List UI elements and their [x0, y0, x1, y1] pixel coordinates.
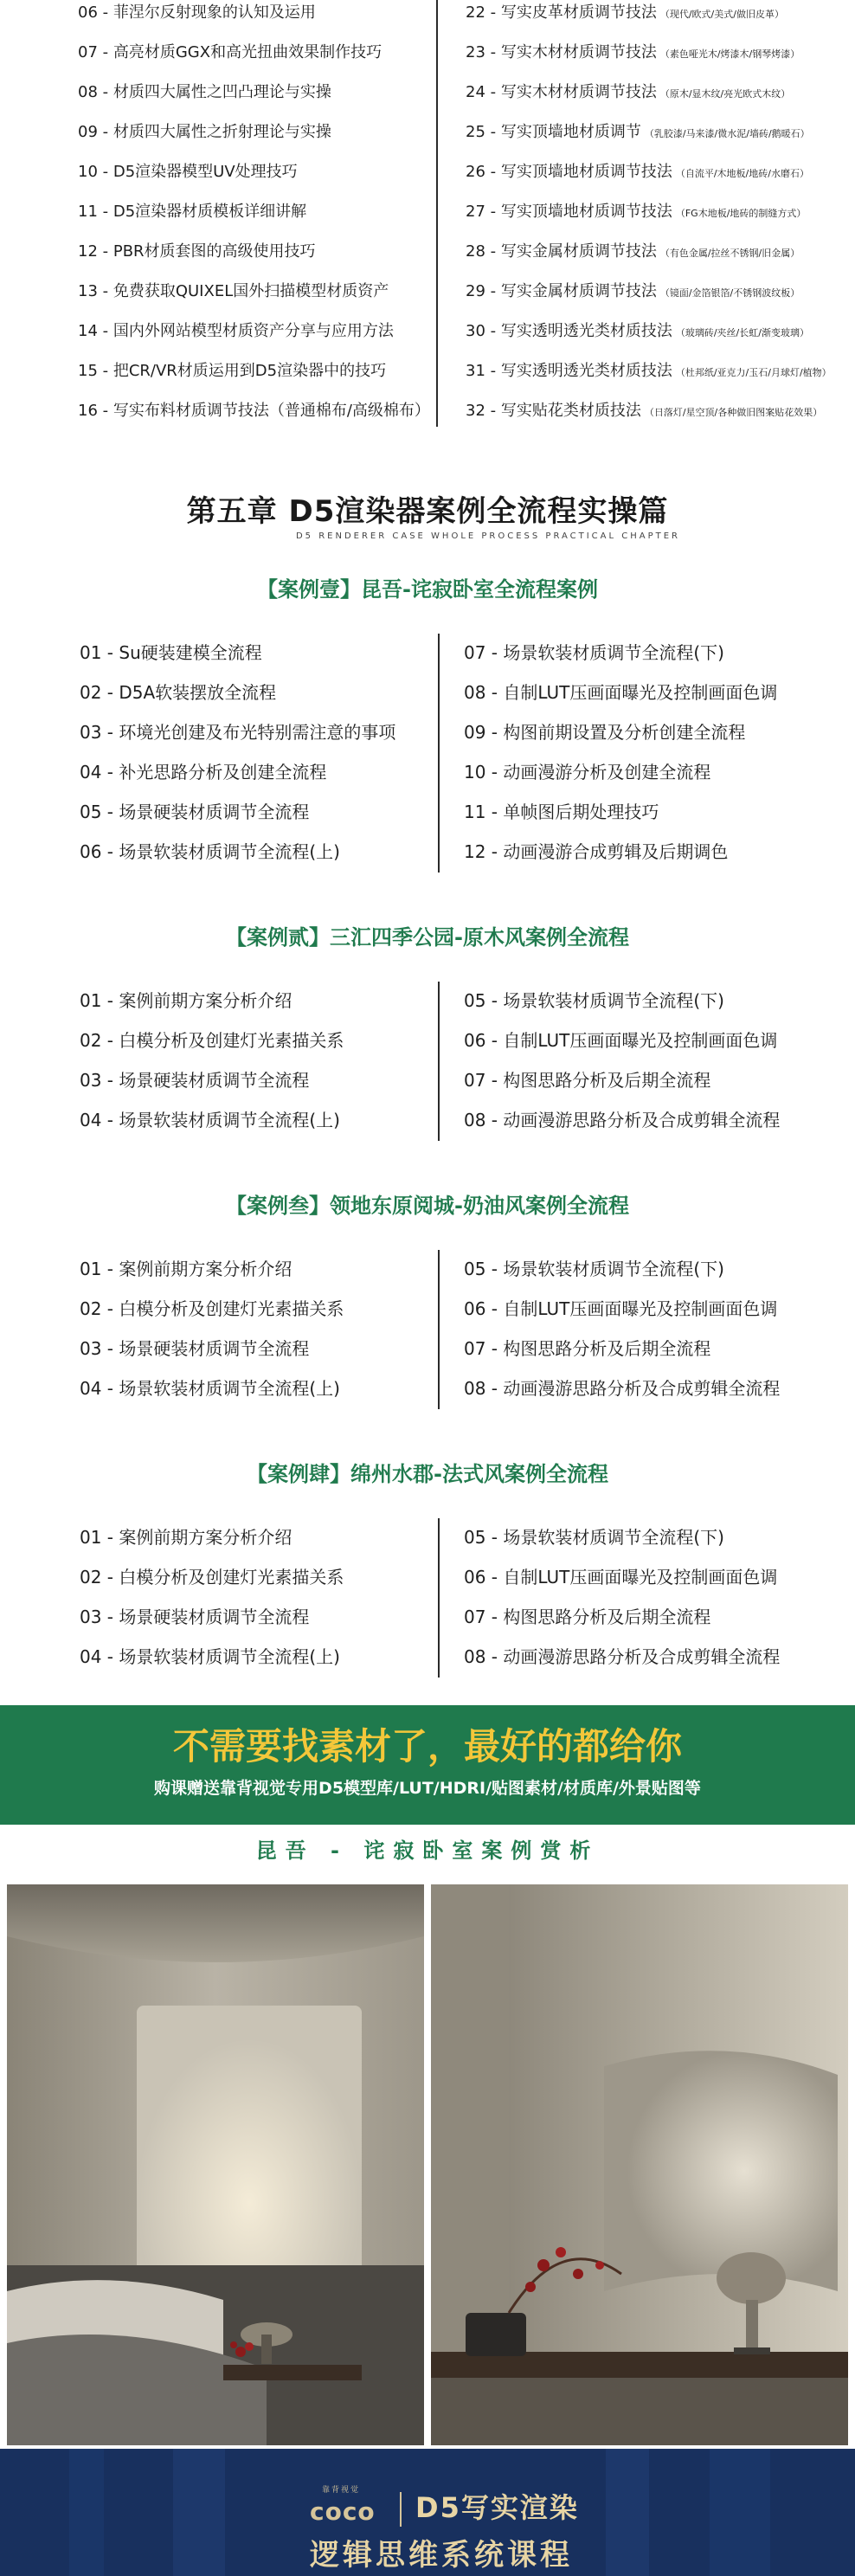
- chapter-subtitle: D5 RENDERER CASE WHOLE PROCESS PRACTICAL CHAPTER: [295, 531, 681, 541]
- case-title: 【案例贰】三汇四季公园-原木风案例全流程: [226, 925, 629, 950]
- brand-logo: coco: [310, 2497, 376, 2526]
- chapter-header: [0, 493, 855, 554]
- lesson-item: 12 - 动画漫游合成剪辑及后期调色: [464, 841, 729, 862]
- course-list-item: [466, 3, 784, 24]
- lesson-item: 04 - 场景软装材质调节全流程(上): [80, 1646, 340, 1667]
- course-list-item: [78, 163, 298, 182]
- course-item-detail: （现代/欧式/美式/做旧皮革）: [659, 9, 784, 20]
- course-item-title: 24 - 写实木材材质调节技法: [466, 83, 657, 101]
- course-item-title: 23 - 写实木材材质调节技法: [466, 43, 657, 61]
- promo-subtext: 购课赠送靠背视觉专用D5模型库/LUT/HDRI/贴图素材/材质库/外景贴图等: [154, 1779, 701, 1798]
- course-item-detail: （有色金属/拉丝不锈钢/旧金属）: [659, 248, 800, 259]
- course-list-item: [466, 242, 800, 263]
- lesson-item: 07 - 构图思路分析及后期全流程: [464, 1070, 711, 1091]
- lesson-item: 01 - 案例前期方案分析介绍: [80, 990, 292, 1011]
- lesson-item: 02 - 白模分析及创建灯光素描关系: [80, 1567, 344, 1587]
- case-lesson-list: [0, 1259, 855, 1418]
- lesson-item: 10 - 动画漫游分析及创建全流程: [464, 762, 711, 782]
- course-item-title: 07 - 高亮材质GGX和高光扭曲效果制作技巧: [78, 43, 382, 61]
- case-lesson-list: [0, 642, 855, 881]
- lesson-item: 07 - 构图思路分析及后期全流程: [464, 1607, 711, 1627]
- course-item-title: 13 - 免费获取QUIXEL国外扫描模型材质资产: [78, 282, 389, 300]
- course-list-continued: [0, 0, 855, 433]
- chapter-title: 第五章 D5渲染器案例全流程实操篇: [186, 494, 669, 529]
- case-lesson-list: [0, 1527, 855, 1686]
- promo-headline: 不需要找素材了，最好的都给你: [172, 1725, 682, 1768]
- column-divider: [438, 982, 440, 1141]
- course-item-detail: （日落灯/星空顶/各种做旧图案贴花效果）: [644, 407, 823, 418]
- course-item-detail: （原木/显木纹/亮光欧式木纹）: [659, 88, 791, 100]
- gallery-title: 昆吾 - 诧寂卧室案例赏析: [255, 1839, 600, 1863]
- lesson-item: 04 - 场景软装材质调节全流程(上): [80, 1110, 340, 1130]
- lesson-item: 04 - 场景软装材质调节全流程(上): [80, 1378, 340, 1399]
- lesson-item: 07 - 构图思路分析及后期全流程: [464, 1338, 711, 1359]
- course-list-item: [78, 362, 386, 381]
- case-title: 【案例肆】绵州水郡-法式风案例全流程: [247, 1462, 608, 1486]
- case-title: 【案例叁】领地东原阅城-奶油风案例全流程: [226, 1194, 629, 1218]
- lesson-item: 07 - 场景软装材质调节全流程(下): [464, 642, 724, 663]
- banner-separator: [400, 2492, 402, 2527]
- course-item-title: 10 - D5渲染器模型UV处理技巧: [78, 163, 298, 181]
- course-item-detail: （杜邦纸/亚克力/玉石/月球灯/植物）: [675, 367, 832, 378]
- course-item-title: 06 - 菲涅尔反射现象的认知及运用: [78, 3, 316, 22]
- course-list-item: [466, 123, 810, 144]
- course-list-item: [78, 242, 316, 261]
- banner-title-line2: 逻辑思维系统课程: [310, 2538, 573, 2573]
- course-list-item: [78, 203, 306, 222]
- lesson-item: 05 - 场景软装材质调节全流程(下): [464, 1259, 724, 1279]
- course-list-item: [78, 402, 430, 421]
- course-item-title: 32 - 写实贴花类材质技法: [466, 402, 641, 420]
- column-divider: [438, 1518, 440, 1678]
- course-item-title: 12 - PBR材质套图的高级使用技巧: [78, 242, 316, 261]
- course-list-item: [78, 282, 389, 301]
- lesson-item: 03 - 环境光创建及布光特别需注意的事项: [80, 722, 396, 743]
- course-list-item: [466, 163, 809, 184]
- course-list-item: [78, 3, 316, 23]
- course-item-title: 25 - 写实顶墙地材质调节: [466, 123, 641, 141]
- bedroom-render-photo-right: [431, 1884, 848, 2445]
- lesson-item: 08 - 动画漫游思路分析及合成剪辑全流程: [464, 1646, 781, 1667]
- course-list-item: [466, 322, 809, 343]
- course-item-detail: （玻璃砖/夹丝/长虹/渐变玻璃）: [675, 327, 809, 338]
- lesson-item: 01 - 案例前期方案分析介绍: [80, 1259, 292, 1279]
- lesson-item: 03 - 场景硬装材质调节全流程: [80, 1607, 310, 1627]
- lesson-item: 08 - 动画漫游思路分析及合成剪辑全流程: [464, 1110, 781, 1130]
- lesson-item: 01 - Su硬装建模全流程: [80, 642, 262, 663]
- course-item-title: 08 - 材质四大属性之凹凸理论与实操: [78, 83, 331, 101]
- course-list-item: [78, 43, 382, 62]
- course-list-item: [466, 402, 822, 422]
- course-banner: [0, 2449, 855, 2576]
- course-item-detail: （自流平/木地板/地砖/水磨石）: [675, 168, 809, 179]
- course-item-title: 28 - 写实金属材质调节技法: [466, 242, 657, 261]
- lesson-item: 02 - 白模分析及创建灯光素描关系: [80, 1030, 344, 1051]
- column-divider: [438, 1250, 440, 1409]
- course-list-item: [466, 203, 806, 223]
- lesson-item: 03 - 场景硬装材质调节全流程: [80, 1338, 310, 1359]
- course-item-title: 30 - 写实透明透光类材质技法: [466, 322, 672, 340]
- column-divider: [438, 634, 440, 873]
- case-title: 【案例壹】昆吾-诧寂卧室全流程案例: [257, 577, 598, 602]
- lesson-item: 01 - 案例前期方案分析介绍: [80, 1527, 292, 1548]
- course-item-title: 15 - 把CR/VR材质运用到D5渲染器中的技巧: [78, 362, 387, 380]
- lesson-item: 04 - 补光思路分析及创建全流程: [80, 762, 327, 782]
- lesson-item: 06 - 自制LUT压画面曝光及控制画面色调: [464, 1567, 778, 1587]
- course-list-item: [78, 83, 331, 102]
- lesson-item: 11 - 单帧图后期处理技巧: [464, 802, 659, 822]
- course-item-detail: （素色哑光木/烤漆木/钢琴烤漆）: [659, 48, 800, 60]
- course-item-detail: （FG木地板/地砖的制缝方式）: [675, 208, 807, 219]
- course-item-detail: （乳胶漆/马来漆/微水泥/墙砖/鹅暖石）: [644, 128, 810, 139]
- course-item-title: 27 - 写实顶墙地材质调节技法: [466, 203, 672, 221]
- course-item-title: 26 - 写实顶墙地材质调节技法: [466, 163, 672, 181]
- course-list-item: [466, 282, 800, 303]
- course-item-title: 31 - 写实透明透光类材质技法: [466, 362, 672, 380]
- banner-title-line1: D5写实渲染: [415, 2491, 579, 2524]
- course-list-item: [466, 43, 800, 64]
- course-item-title: 11 - D5渲染器材质模板详细讲解: [78, 203, 307, 221]
- course-item-title: 29 - 写实金属材质调节技法: [466, 282, 657, 300]
- brand-label: 靠背视觉: [322, 2486, 361, 2495]
- lesson-item: 06 - 自制LUT压画面曝光及控制画面色调: [464, 1298, 778, 1319]
- lesson-item: 05 - 场景软装材质调节全流程(下): [464, 990, 724, 1011]
- course-item-detail: （镜面/金箔银箔/不锈钢波纹板）: [659, 287, 800, 299]
- course-item-title: 16 - 写实布料材质调节技法（普通棉布/高级棉布）: [78, 402, 430, 420]
- course-item-title: 22 - 写实皮革材质调节技法: [466, 3, 657, 22]
- lesson-item: 05 - 场景软装材质调节全流程(下): [464, 1527, 724, 1548]
- lesson-item: 02 - D5A软装摆放全流程: [80, 682, 277, 703]
- lesson-item: 09 - 构图前期设置及分析创建全流程: [464, 722, 746, 743]
- column-divider: [436, 0, 438, 427]
- course-list-item: [466, 83, 790, 104]
- course-list-item: [78, 322, 394, 341]
- lesson-item: 08 - 自制LUT压画面曝光及控制画面色调: [464, 682, 778, 703]
- lesson-item: 02 - 白模分析及创建灯光素描关系: [80, 1298, 344, 1319]
- course-item-title: 09 - 材质四大属性之折射理论与实操: [78, 123, 331, 141]
- course-item-title: 14 - 国内外网站模型材质资产分享与应用方法: [78, 322, 394, 340]
- lesson-item: 03 - 场景硬装材质调节全流程: [80, 1070, 310, 1091]
- lesson-item: 06 - 场景软装材质调节全流程(上): [80, 841, 340, 862]
- promo-banner: [0, 1705, 855, 1825]
- lesson-item: 05 - 场景硬装材质调节全流程: [80, 802, 310, 822]
- case-lesson-list: [0, 990, 855, 1150]
- bedroom-render-photo-left: [7, 1884, 424, 2445]
- course-list-item: [466, 362, 832, 383]
- lesson-item: 06 - 自制LUT压画面曝光及控制画面色调: [464, 1030, 778, 1051]
- course-list-item: [78, 123, 331, 142]
- lesson-item: 08 - 动画漫游思路分析及合成剪辑全流程: [464, 1378, 781, 1399]
